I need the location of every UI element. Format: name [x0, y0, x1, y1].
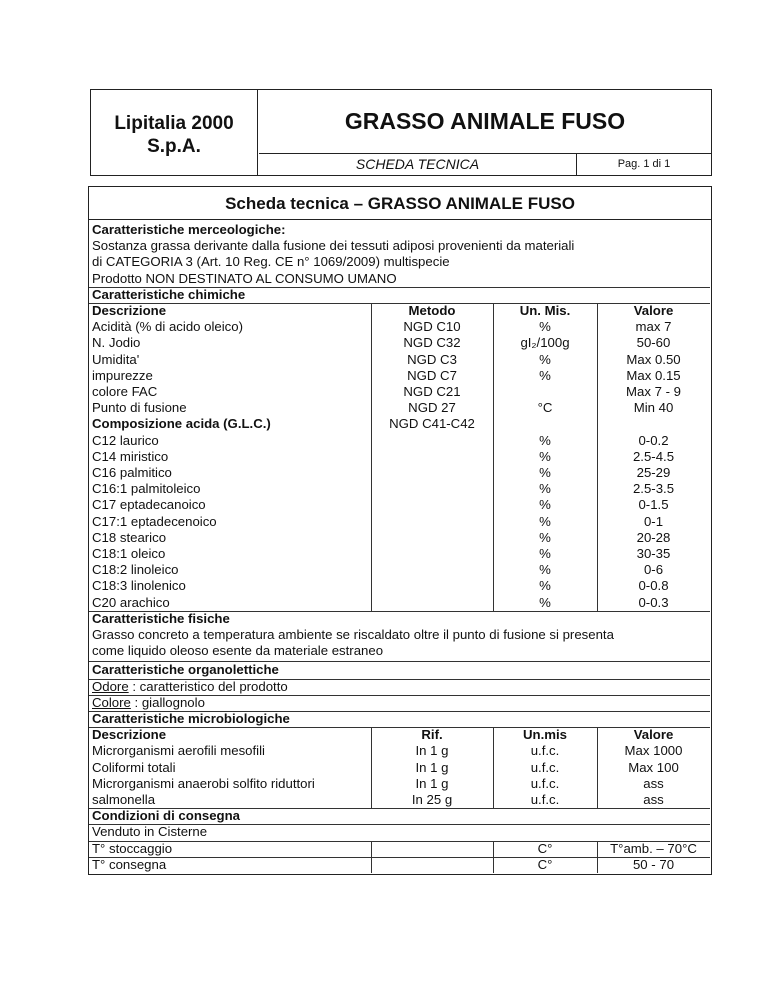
valore-cell: 0-0.2: [638, 432, 669, 448]
valore-cell: max 7: [635, 319, 672, 335]
venduto-line: Venduto in Cisterne: [92, 824, 208, 840]
unita-cell: [493, 384, 597, 400]
unita-cell: %: [539, 465, 551, 480]
valore-cell: Max 0.15: [626, 367, 681, 383]
technical-sheet: [88, 186, 712, 875]
microbiologiche-row: [89, 776, 710, 792]
document-subtitle: SCHEDA TECNICA: [259, 154, 577, 175]
metodo-cell: NGD C21: [403, 384, 461, 399]
acid-name-cell: C17 eptadecanoico: [92, 497, 206, 513]
metodo-cell: [371, 481, 493, 497]
company-name-line1: Lipitalia 2000: [114, 113, 234, 134]
descrizione-cell: T° stoccaggio: [92, 840, 173, 856]
valore-cell: 0-6: [643, 562, 664, 578]
column-header-valore: Valore: [633, 303, 674, 318]
odore-line: [92, 679, 288, 695]
metodo-cell: NGD C32: [403, 335, 461, 351]
valore-cell: 30-35: [636, 546, 671, 561]
valore-cell: 0-1: [643, 513, 664, 529]
chimiche-header-row: [89, 303, 710, 319]
column-divider: [597, 303, 598, 611]
unita-cell: %: [539, 481, 551, 497]
unita-cell: C°: [537, 856, 553, 872]
consegna-row: [89, 841, 710, 857]
document-header: [90, 89, 712, 176]
valore-cell: T°amb. – 70°C: [610, 840, 697, 856]
composizione-row: [89, 562, 710, 578]
page-number: Pag. 1 di 1: [617, 158, 671, 170]
metodo-cell: NGD 27: [408, 400, 456, 416]
acid-name-cell: C20 arachico: [92, 594, 170, 610]
metodo-cell: NGD C10: [403, 319, 461, 335]
descrizione-cell: salmonella: [92, 792, 156, 807]
column-header-unita: Un.mis: [523, 727, 567, 743]
section-heading-merceologiche: Caratteristiche merceologiche:: [92, 222, 286, 237]
column-divider: [493, 727, 494, 808]
metodo-cell: [371, 433, 493, 449]
composizione-row: [89, 465, 710, 481]
chimiche-row: [89, 335, 710, 351]
metodo-cell: [371, 857, 493, 873]
composizione-row: [89, 481, 710, 497]
metodo-cell: NGD C7: [407, 367, 457, 383]
acid-name-cell: C16:1 palmitoleico: [92, 481, 201, 497]
unita-cell: u.f.c.: [530, 775, 560, 791]
unita-cell: %: [539, 578, 551, 594]
acid-name-cell: C18:2 linoleico: [92, 562, 179, 578]
composizione-row: [89, 578, 710, 594]
unita-cell: %: [539, 432, 551, 448]
valore-cell: 0-0.3: [638, 594, 669, 610]
microbiologiche-row: [89, 792, 710, 808]
rif-cell: In 1 g: [415, 759, 449, 775]
composizione-row: [89, 433, 710, 449]
composizione-row: [89, 497, 710, 513]
unita-cell: °C: [537, 400, 553, 416]
chimiche-row: [89, 368, 710, 384]
descrizione-cell: N. Jodio: [92, 335, 141, 351]
valore-cell: ass: [643, 775, 664, 791]
colore-line: [92, 695, 205, 711]
composizione-heading-row: [89, 416, 710, 432]
descrizione-cell: T° consegna: [92, 856, 167, 872]
unita-cell: %: [539, 367, 551, 383]
metodo-cell: [371, 578, 493, 594]
fisiche-line: come liquido oleoso esente da materiale estraneo: [92, 643, 384, 659]
composizione-row: [89, 530, 710, 546]
composizione-row: [89, 546, 710, 562]
colore-label: Colore: [92, 694, 131, 710]
unita-cell: %: [539, 546, 551, 561]
acid-name-cell: C17:1 eptadecenoico: [92, 513, 217, 529]
rif-cell: In 25 g: [411, 792, 453, 807]
column-header-descrizione: Descrizione: [92, 727, 167, 743]
valore-cell: 25-29: [636, 465, 671, 480]
company-name: [91, 90, 258, 175]
valore-cell: Min 40: [633, 400, 674, 416]
unita-cell: u.f.c.: [530, 792, 560, 807]
valore-cell: 2.5-4.5: [632, 448, 675, 464]
valore-cell: Max 100: [628, 759, 679, 775]
unita-cell: gI₂/100g: [520, 335, 570, 351]
column-divider: [371, 841, 372, 873]
metodo-cell: [371, 546, 493, 562]
unita-cell: %: [539, 497, 551, 513]
chimiche-row: [89, 352, 710, 368]
section-heading-chimiche: Caratteristiche chimiche: [92, 286, 246, 302]
document-title: GRASSO ANIMALE FUSO: [259, 90, 711, 154]
descrizione-cell: Microrganismi aerofili mesofili: [92, 743, 265, 759]
merceologiche-line: Sostanza grassa derivante dalla fusione dei tessuti adiposi provenienti da materiali: [92, 238, 575, 254]
valore-cell: Max 0.50: [626, 351, 681, 367]
metodo-cell: [371, 841, 493, 857]
colore-value: : giallognolo: [130, 694, 205, 710]
valore-cell: 0-1.5: [638, 497, 669, 513]
unita-cell: %: [539, 594, 551, 610]
column-header-rif: Rif.: [421, 727, 443, 743]
metodo-cell: NGD C41-C42: [389, 416, 475, 432]
descrizione-cell: Punto di fusione: [92, 400, 187, 416]
valore-cell: Max 7 - 9: [626, 384, 681, 399]
consegna-row: [89, 857, 710, 873]
descrizione-cell: Umidita': [92, 351, 140, 367]
metodo-cell: [371, 449, 493, 465]
unita-cell: %: [539, 351, 551, 367]
column-header-metodo: Metodo: [408, 303, 456, 318]
descrizione-cell: Acidità (% di acido oleico): [92, 319, 243, 335]
section-heading-organolettiche: Caratteristiche organolettiche: [92, 662, 279, 678]
descrizione-cell: Microrganismi anaerobi solfito riduttori: [92, 775, 315, 791]
acid-name-cell: C18:3 linolenico: [92, 578, 186, 594]
odore-value: : caratteristico del prodotto: [128, 678, 288, 694]
merceologiche-line: Prodotto NON DESTINATO AL CONSUMO UMANO: [92, 270, 397, 286]
section-heading-microbiologiche: Caratteristiche microbiologiche: [92, 711, 290, 726]
column-divider: [493, 303, 494, 611]
metodo-cell: NGD C3: [407, 351, 457, 367]
metodo-cell: [371, 562, 493, 578]
composizione-row: [89, 514, 710, 530]
microbiologiche-row: [89, 760, 710, 776]
descrizione-cell: impurezze: [92, 367, 153, 383]
chimiche-row: [89, 384, 710, 400]
section-heading-consegna: Condizioni di consegna: [92, 808, 240, 824]
merceologiche-line: di CATEGORIA 3 (Art. 10 Reg. CE n° 1069/2009) multispecie: [92, 254, 450, 270]
column-divider: [371, 727, 372, 808]
valore-cell: ass: [643, 792, 664, 807]
rif-cell: In 1 g: [415, 775, 449, 791]
unita-cell: C°: [537, 840, 553, 856]
section-heading-fisiche: Caratteristiche fisiche: [92, 610, 230, 626]
metodo-cell: [371, 497, 493, 513]
valore-cell: 2.5-3.5: [632, 481, 675, 497]
company-name-line2: S.p.A.: [147, 136, 201, 157]
descrizione-cell: Coliformi totali: [92, 759, 176, 775]
odore-label: Odore: [92, 678, 129, 694]
sheet-title: Scheda tecnica – GRASSO ANIMALE FUSO: [89, 187, 711, 220]
unita-cell: %: [539, 319, 551, 335]
metodo-cell: [371, 514, 493, 530]
chimiche-row: [89, 319, 710, 335]
acid-name-cell: C12 laurico: [92, 432, 159, 448]
unita-cell: %: [539, 448, 551, 464]
valore-cell: 20-28: [636, 529, 671, 545]
acid-name-cell: C14 miristico: [92, 448, 169, 464]
acid-name-cell: C16 palmitico: [92, 465, 172, 480]
metodo-cell: [371, 595, 493, 611]
metodo-cell: [371, 465, 493, 481]
unita-cell: %: [539, 529, 551, 545]
column-header-descrizione: Descrizione: [92, 303, 167, 318]
fisiche-line: Grasso concreto a temperatura ambiente se riscaldato oltre il punto di fusione si presenta: [92, 627, 614, 642]
microbiologiche-row: [89, 743, 710, 759]
column-divider: [597, 841, 598, 873]
column-header-valore: Valore: [633, 727, 674, 743]
descrizione-cell: colore FAC: [92, 384, 158, 399]
column-divider: [371, 433, 372, 611]
section-heading-composizione: Composizione acida (G.L.C.): [92, 416, 271, 432]
metodo-cell: [371, 530, 493, 546]
microbiologiche-header-row: [89, 727, 710, 743]
column-header-unita: Un. Mis.: [519, 303, 571, 318]
composizione-row: [89, 595, 710, 611]
unita-cell: %: [539, 562, 551, 578]
unita-cell: u.f.c.: [530, 743, 560, 759]
valore-cell: Max 1000: [624, 743, 683, 759]
column-divider: [597, 727, 598, 808]
valore-cell: 0-0.8: [638, 578, 669, 594]
rif-cell: In 1 g: [415, 743, 449, 759]
column-divider: [493, 841, 494, 873]
chimiche-row: [89, 400, 710, 416]
valore-cell: 50-60: [636, 335, 671, 351]
unita-cell: u.f.c.: [530, 759, 560, 775]
unita-cell: %: [539, 513, 551, 529]
acid-name-cell: C18 stearico: [92, 529, 167, 545]
valore-cell: 50 - 70: [632, 856, 675, 872]
acid-name-cell: C18:1 oleico: [92, 546, 166, 561]
composizione-row: [89, 449, 710, 465]
